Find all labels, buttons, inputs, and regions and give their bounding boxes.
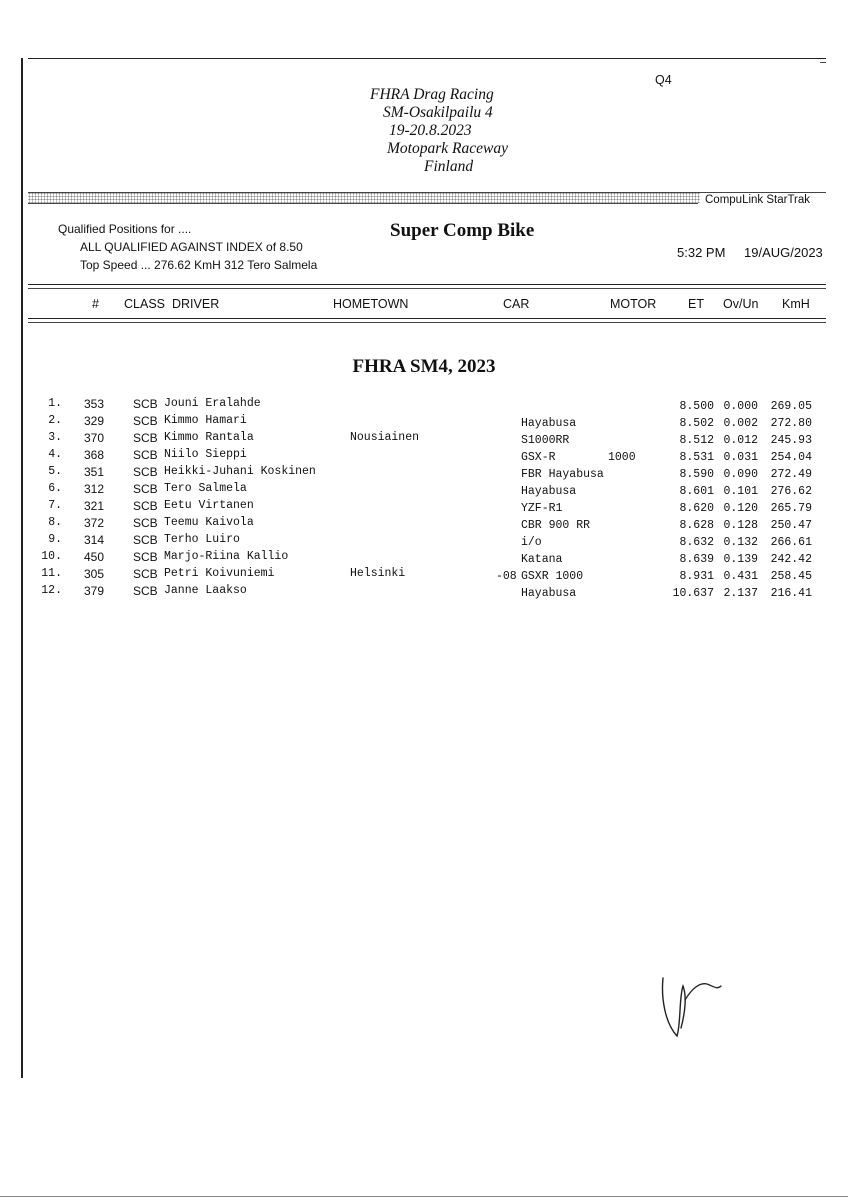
- table-row: [0, 431, 848, 448]
- hometown: Helsinki: [350, 567, 406, 580]
- position: 11.: [41, 567, 62, 580]
- position: 6.: [48, 482, 62, 495]
- speed-kmh: 254.04: [770, 451, 812, 464]
- position: 4.: [48, 448, 62, 461]
- table-row: [0, 499, 848, 516]
- handwritten-signature: [655, 968, 735, 1048]
- entry-number: 379: [84, 584, 105, 598]
- over-under: 0.090: [723, 468, 758, 481]
- entry-number: 312: [84, 482, 105, 496]
- car-name: GSX-R: [521, 451, 556, 464]
- car-name: YZF-R1: [521, 502, 563, 515]
- header-rule-top: [28, 284, 826, 285]
- speed-kmh: 266.61: [770, 536, 812, 549]
- speed-kmh: 276.62: [770, 485, 812, 498]
- over-under: 0.139: [723, 553, 758, 566]
- driver-name: Kimmo Rantala: [164, 431, 254, 444]
- car-name: FBR Hayabusa: [521, 468, 604, 481]
- col-header-hometown: HOMETOWN: [333, 297, 409, 311]
- qualified-label: Qualified Positions for ....: [58, 222, 192, 236]
- car-name: Hayabusa: [521, 485, 577, 498]
- class-code: SCB: [133, 465, 158, 479]
- table-row: [0, 465, 848, 482]
- col-header-num: #: [92, 297, 99, 311]
- motor: 1000: [608, 451, 636, 464]
- speed-kmh: 250.47: [770, 519, 812, 532]
- separator-line: [28, 203, 698, 204]
- over-under: 0.101: [723, 485, 758, 498]
- driver-name: Niilo Sieppi: [164, 448, 247, 461]
- bottom-edge-line: [0, 1196, 848, 1197]
- elapsed-time: 8.590: [679, 468, 714, 481]
- event-info: [300, 86, 600, 176]
- driver-name: Heikki-Juhani Koskinen: [164, 465, 316, 478]
- class-code: SCB: [133, 499, 158, 513]
- class-code: SCB: [133, 482, 158, 496]
- header-rule-top-2: [28, 288, 826, 289]
- table-row: [0, 516, 848, 533]
- col-header-ovun: Ov/Un: [723, 297, 759, 311]
- entry-number: 353: [84, 397, 105, 411]
- col-header-driver: DRIVER: [172, 297, 220, 311]
- elapsed-time: 8.620: [679, 502, 714, 515]
- index-label: ALL QUALIFIED AGAINST INDEX of 8.50: [80, 240, 303, 254]
- speed-kmh: 272.49: [770, 468, 812, 481]
- entry-number: 372: [84, 516, 105, 530]
- class-code: SCB: [133, 414, 158, 428]
- table-row: [0, 533, 848, 550]
- col-header-class: CLASS: [124, 297, 165, 311]
- over-under: 0.031: [723, 451, 758, 464]
- elapsed-time: 8.502: [679, 417, 714, 430]
- elapsed-time: 8.931: [679, 570, 714, 583]
- table-row: [0, 550, 848, 567]
- top-border-tick: [820, 62, 826, 63]
- class-code: SCB: [133, 584, 158, 598]
- col-header-car: CAR: [503, 297, 530, 311]
- table-row: [0, 448, 848, 465]
- class-code: SCB: [133, 431, 158, 445]
- event-line: Motopark Raceway: [387, 140, 508, 157]
- position: 10.: [41, 550, 62, 563]
- entry-number: 321: [84, 499, 105, 513]
- top-border-line: [28, 58, 826, 59]
- position: 5.: [48, 465, 62, 478]
- driver-name: Kimmo Hamari: [164, 414, 247, 427]
- table-row: [0, 482, 848, 499]
- car-name: Hayabusa: [521, 417, 577, 430]
- class-code: SCB: [133, 550, 158, 564]
- col-header-et: ET: [688, 297, 704, 311]
- position: 7.: [48, 499, 62, 512]
- speed-kmh: 272.80: [770, 417, 812, 430]
- car-year: -08: [496, 570, 517, 583]
- elapsed-time: 8.639: [679, 553, 714, 566]
- over-under: 0.128: [723, 519, 758, 532]
- entry-number: 351: [84, 465, 105, 479]
- driver-name: Eetu Virtanen: [164, 499, 254, 512]
- section-title: FHRA SM4, 2023: [352, 356, 496, 377]
- speed-kmh: 245.93: [770, 434, 812, 447]
- elapsed-time: 8.632: [679, 536, 714, 549]
- driver-name: Marjo-Riina Kallio: [164, 550, 289, 563]
- speed-kmh: 258.45: [770, 570, 812, 583]
- table-row: [0, 567, 848, 584]
- class-code: SCB: [133, 448, 158, 462]
- over-under: 0.431: [723, 570, 758, 583]
- header-rule-bottom: [28, 318, 826, 319]
- top-speed-label: Top Speed ... 276.62 KmH 312 Tero Salmela: [80, 258, 318, 272]
- entry-number: 305: [84, 567, 105, 581]
- over-under: 2.137: [723, 587, 758, 600]
- driver-name: Jouni Eralahde: [164, 397, 261, 410]
- entry-number: 370: [84, 431, 105, 445]
- driver-name: Terho Luiro: [164, 533, 240, 546]
- event-line: SM-Osakilpailu 4: [383, 104, 493, 121]
- position: 3.: [48, 431, 62, 444]
- over-under: 0.002: [723, 417, 758, 430]
- class-title: Super Comp Bike: [390, 220, 535, 241]
- entry-number: 450: [84, 550, 105, 564]
- car-name: Katana: [521, 553, 563, 566]
- elapsed-time: 10.637: [672, 587, 714, 600]
- driver-name: Petri Koivuniemi: [164, 567, 275, 580]
- speed-kmh: 265.79: [770, 502, 812, 515]
- entry-number: 329: [84, 414, 105, 428]
- class-code: SCB: [133, 533, 158, 547]
- elapsed-time: 8.601: [679, 485, 714, 498]
- position: 12.: [41, 584, 62, 597]
- hometown: Nousiainen: [350, 431, 420, 444]
- event-line: Finland: [424, 158, 474, 175]
- sheet-code: Q4: [655, 73, 672, 87]
- report-time: 5:32 PM: [677, 245, 726, 260]
- car-name: Hayabusa: [521, 587, 577, 600]
- report-date: 19/AUG/2023: [744, 245, 823, 260]
- results-table: [0, 397, 848, 601]
- driver-name: Teemu Kaivola: [164, 516, 254, 529]
- table-row: [0, 414, 848, 431]
- software-brand: CompuLink StarTrak: [705, 194, 811, 206]
- separator-line: [28, 192, 826, 193]
- position: 1.: [48, 397, 62, 410]
- car-name: S1000RR: [521, 434, 570, 447]
- over-under: 0.000: [723, 400, 758, 413]
- elapsed-time: 8.500: [679, 400, 714, 413]
- header-rule-bottom-2: [28, 322, 826, 323]
- speed-kmh: 242.42: [770, 553, 812, 566]
- event-line: FHRA Drag Racing: [370, 86, 494, 103]
- entry-number: 368: [84, 448, 105, 462]
- class-code: SCB: [133, 567, 158, 581]
- table-row: [0, 584, 848, 601]
- entry-number: 314: [84, 533, 105, 547]
- car-name: i/o: [521, 536, 542, 549]
- over-under: 0.132: [723, 536, 758, 549]
- speed-kmh: 216.41: [770, 587, 812, 600]
- table-row: [0, 397, 848, 414]
- car-name: CBR 900 RR: [521, 519, 591, 532]
- driver-name: Tero Salmela: [164, 482, 247, 495]
- position: 9.: [48, 533, 62, 546]
- over-under: 0.012: [723, 434, 758, 447]
- driver-name: Janne Laakso: [164, 584, 247, 597]
- dotted-separator: [28, 192, 700, 203]
- elapsed-time: 8.531: [679, 451, 714, 464]
- over-under: 0.120: [723, 502, 758, 515]
- col-header-motor: MOTOR: [610, 297, 657, 311]
- speed-kmh: 269.05: [770, 400, 812, 413]
- car-name: GSXR 1000: [521, 570, 584, 583]
- class-code: SCB: [133, 516, 158, 530]
- position: 2.: [48, 414, 62, 427]
- class-code: SCB: [133, 397, 158, 411]
- event-line: 19-20.8.2023: [389, 122, 472, 139]
- col-header-kmh: KmH: [782, 297, 810, 311]
- position: 8.: [48, 516, 62, 529]
- elapsed-time: 8.512: [679, 434, 714, 447]
- elapsed-time: 8.628: [679, 519, 714, 532]
